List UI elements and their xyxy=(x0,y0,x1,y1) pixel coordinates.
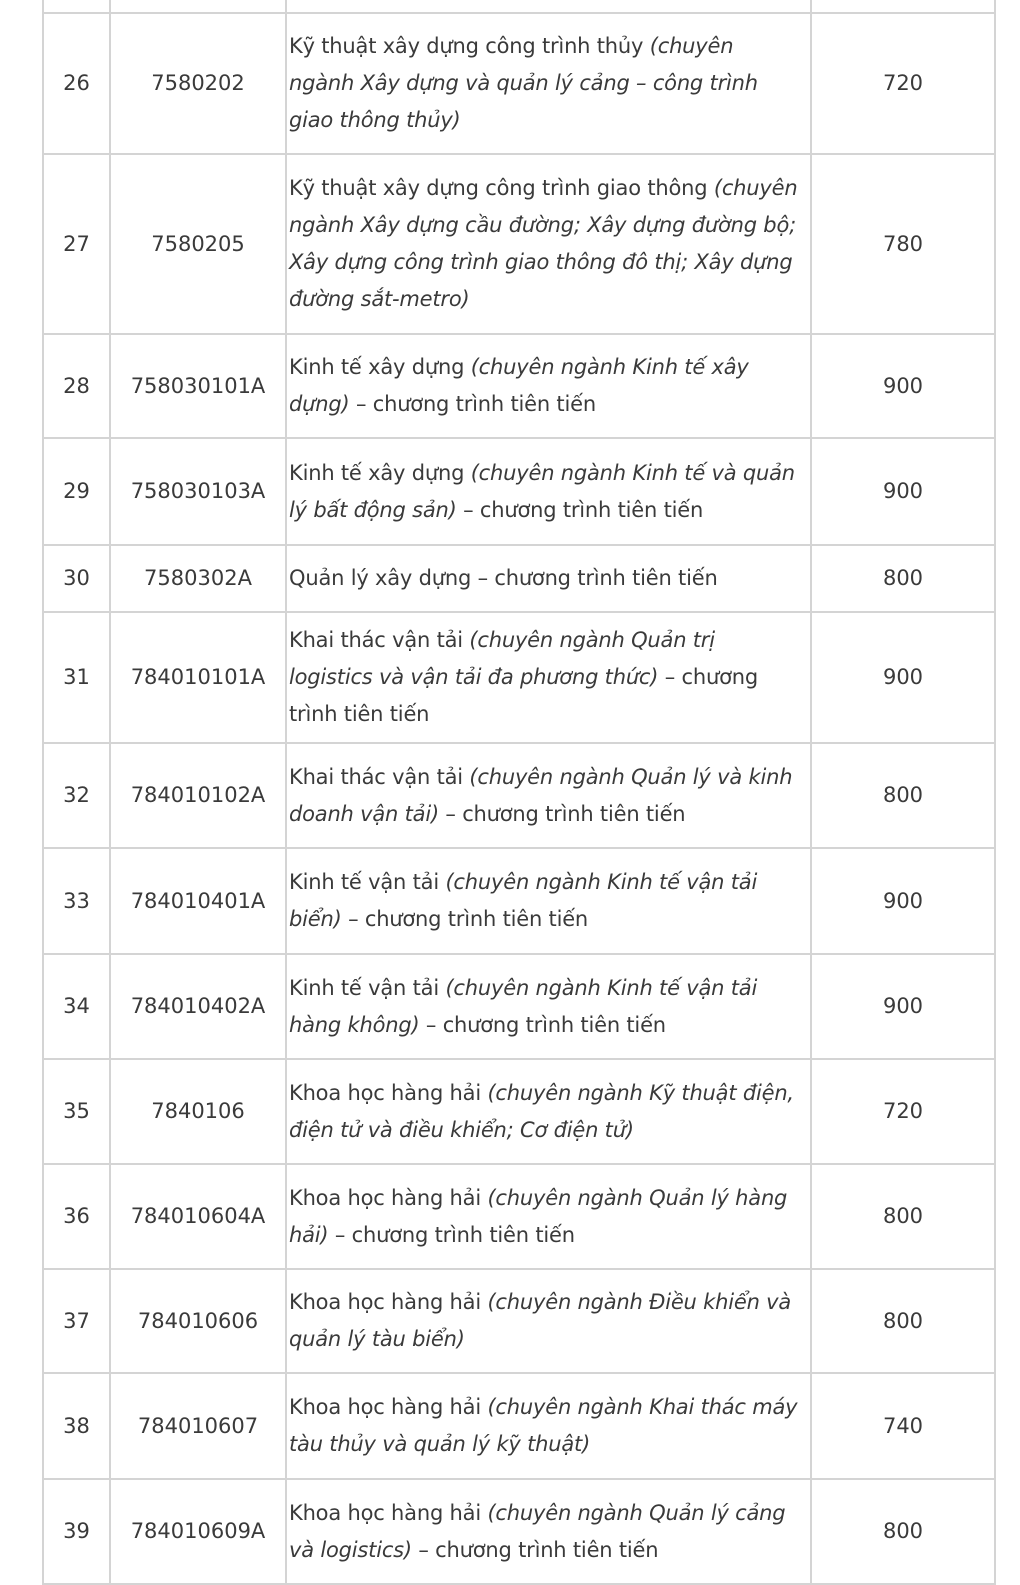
table-row xyxy=(43,545,995,612)
major-code: 784010102A xyxy=(110,743,286,848)
major-specialization: (chuyên ngành Điều khiển và quản lý tàu biển) xyxy=(289,1290,792,1351)
admission-table xyxy=(42,0,996,1585)
table-row xyxy=(43,154,995,334)
major-name xyxy=(286,438,811,545)
major-name-main: Khoa học hàng hải xyxy=(289,1290,488,1314)
table-row xyxy=(43,1269,995,1373)
major-code: 758030101A xyxy=(110,334,286,438)
quota-value: 900 xyxy=(811,334,995,438)
major-program: – chương trình tiên tiến xyxy=(349,392,596,416)
major-name xyxy=(286,743,811,848)
table-row xyxy=(43,848,995,954)
major-specialization: (chuyên ngành Quản lý và kinh doanh vận tải) xyxy=(289,764,793,826)
major-program: – chương trình tiên tiến xyxy=(411,1537,659,1562)
major-name xyxy=(286,1479,811,1584)
row-number: 27 xyxy=(43,154,110,334)
row-number: 34 xyxy=(43,954,110,1059)
table-row xyxy=(43,1164,995,1269)
table-row xyxy=(43,1373,995,1479)
row-number: 29 xyxy=(43,438,110,545)
major-code: 784010609A xyxy=(110,1479,286,1584)
major-code: 7580202 xyxy=(110,13,286,154)
cell-empty xyxy=(43,0,110,13)
major-name xyxy=(286,1164,811,1269)
table-row xyxy=(43,954,995,1059)
table-row xyxy=(43,334,995,438)
row-number: 33 xyxy=(43,848,110,954)
major-name xyxy=(286,848,811,954)
major-name-main: Khoa học hàng hải xyxy=(289,1500,488,1525)
major-program: – chương trình tiên tiến xyxy=(341,907,589,931)
major-name-main: Khai thác vận tải xyxy=(289,764,470,789)
row-number: 35 xyxy=(43,1059,110,1164)
major-name xyxy=(286,545,811,612)
major-specialization: (chuyên ngành Kỹ thuật điện, điện tử và điều khiển; Cơ điện tử) xyxy=(289,1080,794,1142)
quota-value: 900 xyxy=(811,954,995,1059)
major-name xyxy=(286,13,811,154)
major-specialization: (chuyên ngành Kinh tế vận tải hàng không) xyxy=(289,975,758,1037)
major-name-main: Khoa học hàng hải xyxy=(289,1080,488,1105)
row-number: 31 xyxy=(43,612,110,743)
admission-table-container xyxy=(42,0,996,1585)
row-number: 26 xyxy=(43,13,110,154)
table-row xyxy=(43,1059,995,1164)
major-specialization: (chuyên ngành Kinh tế và quản lý bất động sản) xyxy=(289,460,795,522)
quota-value: 720 xyxy=(811,13,995,154)
major-name xyxy=(286,334,811,438)
major-specialization: (chuyên ngành Quản trị logistics và vận tải đa phương thức) xyxy=(289,628,715,689)
major-program: – chương trình tiên tiến xyxy=(328,1222,575,1247)
row-number: 36 xyxy=(43,1164,110,1269)
row-number: 28 xyxy=(43,334,110,438)
major-specialization: (chuyên ngành Quản lý hàng hải) xyxy=(289,1185,788,1247)
table-body xyxy=(43,0,995,1584)
quota-value: 720 xyxy=(811,1059,995,1164)
quota-value: 900 xyxy=(811,438,995,545)
major-specialization: (chuyên ngành Quản lý cảng và logistics) xyxy=(289,1500,786,1562)
major-specialization: (chuyên ngành Xây dựng cầu đường; Xây dựng đường bộ; Xây dựng công trình giao thông đô thị; Xây dựng đường sắt-metro) xyxy=(289,176,798,311)
cell-empty xyxy=(286,0,811,13)
quota-value: 740 xyxy=(811,1373,995,1479)
major-name xyxy=(286,154,811,334)
major-name-main: Kinh tế vận tải xyxy=(289,975,446,1000)
row-number: 38 xyxy=(43,1373,110,1479)
table-row xyxy=(43,743,995,848)
quota-value: 900 xyxy=(811,848,995,954)
table-row xyxy=(43,438,995,545)
major-code: 7840106 xyxy=(110,1059,286,1164)
cell-empty xyxy=(811,0,995,13)
major-code: 784010604A xyxy=(110,1164,286,1269)
major-code: 784010101A xyxy=(110,612,286,743)
table-row xyxy=(43,13,995,154)
quota-value: 800 xyxy=(811,743,995,848)
quota-value: 800 xyxy=(811,1479,995,1584)
major-name xyxy=(286,612,811,743)
major-program: – chương trình tiên tiến xyxy=(438,801,686,826)
major-specialization: (chuyên ngành Xây dựng và quản lý cảng – công trình giao thông thủy) xyxy=(289,34,758,132)
row-number: 32 xyxy=(43,743,110,848)
major-name xyxy=(286,1373,811,1479)
major-name-main: Kinh tế xây dựng xyxy=(289,355,471,379)
cell-empty xyxy=(110,0,286,13)
table-row-partial xyxy=(43,0,995,13)
major-code: 784010607 xyxy=(110,1373,286,1479)
major-name-main: Kinh tế vận tải xyxy=(289,870,446,894)
major-code: 784010401A xyxy=(110,848,286,954)
major-program: – chương trình tiên tiến xyxy=(456,497,704,522)
major-program: – chương trình tiên tiến xyxy=(419,1012,666,1037)
major-name-main: Kỹ thuật xây dựng công trình giao thông xyxy=(289,176,714,200)
major-code: 784010606 xyxy=(110,1269,286,1373)
major-specialization: (chuyên ngành Khai thác máy tàu thủy và quản lý kỹ thuật) xyxy=(289,1395,798,1456)
major-name-main: Khai thác vận tải xyxy=(289,628,470,652)
major-name xyxy=(286,1269,811,1373)
major-code: 7580302A xyxy=(110,545,286,612)
quota-value: 900 xyxy=(811,612,995,743)
table-row xyxy=(43,612,995,743)
major-specialization: (chuyên ngành Kinh tế vận tải biển) xyxy=(289,870,758,931)
major-name-main: Khoa học hàng hải xyxy=(289,1185,488,1210)
major-specialization: (chuyên ngành Kinh tế xây dựng) xyxy=(289,355,749,416)
quota-value: 800 xyxy=(811,1269,995,1373)
row-number: 37 xyxy=(43,1269,110,1373)
major-code: 784010402A xyxy=(110,954,286,1059)
major-name-main: Khoa học hàng hải xyxy=(289,1395,488,1419)
table-row xyxy=(43,1479,995,1584)
row-number: 39 xyxy=(43,1479,110,1584)
major-name-main: Quản lý xây dựng – chương trình tiên tiến xyxy=(289,566,718,590)
row-number: 30 xyxy=(43,545,110,612)
major-program: – chương trình tiên tiến xyxy=(289,665,758,726)
major-name xyxy=(286,954,811,1059)
quota-value: 800 xyxy=(811,545,995,612)
quota-value: 800 xyxy=(811,1164,995,1269)
major-name xyxy=(286,1059,811,1164)
major-name-main: Kinh tế xây dựng xyxy=(289,460,471,485)
major-code: 758030103A xyxy=(110,438,286,545)
major-code: 7580205 xyxy=(110,154,286,334)
quota-value: 780 xyxy=(811,154,995,334)
major-name-main: Kỹ thuật xây dựng công trình thủy xyxy=(289,34,650,58)
